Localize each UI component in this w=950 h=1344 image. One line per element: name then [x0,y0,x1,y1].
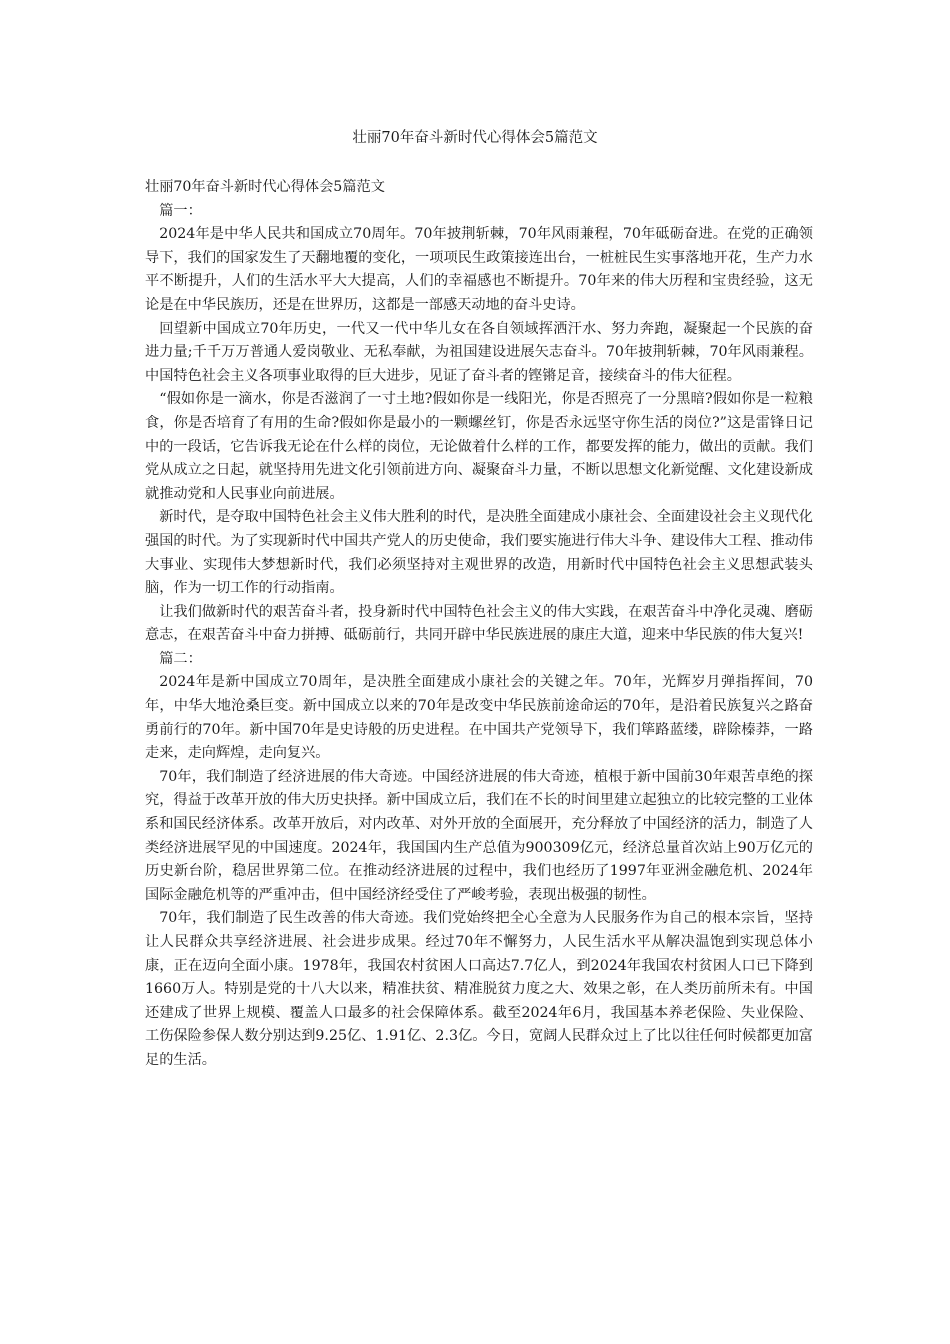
document-subtitle: 壮丽70年奋斗新时代心得体会5篇范文 [145,179,385,195]
section-heading: 篇一： [159,202,202,219]
paragraph: 回望新中国成立70年历史，一代又一代中华儿女在各自领域挥洒汗水、努力奔跑，凝聚起一个民族的奋进力量;千千万万普通人爱岗敬业、无私奉献，为祖国建设进展矢志奋斗。70年披荆斩棘，70年风雨兼程。中国特色社会主义各项事业取得的巨大进步，见证了奋斗者的铿锵足音，接续奋斗的伟大征程。 [145,320,813,384]
paragraph: 让我们做新时代的艰苦奋斗者，投身新时代中国特色社会主义的伟大实践，在艰苦奋斗中净化灵魂、磨砺意志，在艰苦奋斗中奋力拼搏、砥砺前行，共同开辟中华民族进展的康庄大道，迎来中华民族的伟大复兴! [145,603,813,644]
paragraph: 70年，我们制造了民生改善的伟大奇迹。我们党始终把全心全意为人民服务作为自己的根本宗旨，坚持让人民群众共享经济进展、社会进步成果。经过70年不懈努力，人民生活水平从解决温饱到实现总体小康，正在迈向全面小康。1978年，我国农村贫困人口高达7.7亿人，到2024年我国农村贫困人口已下降到1660万人。特别是党的十八大以来，精准扶贫、精准脱贫力度之大、效果之彰，在人类历前所未有。中国还建成了世界上规模、覆盖人口最多的社会保障体系。截至2024年6月，我国基本养老保险、失业保险、工伤保险参保人数分别达到9.25亿、1.91亿、2.3亿。今日，宽阔人民群众过上了比以往任何时候都更加富足的生活。 [145,910,813,1068]
paragraph: 新时代，是夺取中国特色社会主义伟大胜利的时代，是决胜全面建成小康社会、全面建设社会主义现代化强国的时代。为了实现新时代中国共产党人的历史使命，我们要实施进行伟大斗争、建设伟大工程、推动伟大事业、实现伟大梦想新时代，我们必须坚持对主观世界的改造，用新时代中国特色社会主义思想武装头脑，作为一切工作的行动指南。 [145,509,813,597]
document-title: 壮丽70年奋斗新时代心得体会5篇范文 [352,130,598,146]
paragraph: “假如你是一滴水，你是否滋润了一寸土地?假如你是一线阳光，你是否照亮了一分黑暗?假如你是一粒粮食，你是否培育了有用的生命?假如你是最小的一颗螺丝钉，你是否永远坚守你生活的岗位?”这是雷锋日记中的一段话，它告诉我无论在什么样的岗位，无论做着什么样的工作，都要发挥的能力，做出的贡献。我们党从成立之日起，就坚持用先进文化引领前进方向、凝聚奋斗力量，不断以思想文化新觉醒、文化建设新成就推动党和人民事业向前进展。 [145,391,813,502]
paragraph: 2024年是新中国成立70周年，是决胜全面建成小康社会的关键之年。70年，光辉岁月弹指挥间，70年，中华大地沧桑巨变。新中国成立以来的70年是改变中华民族前途命运的70年，是沿着民族复兴之路奋勇前行的70年。新中国70年是史诗般的历史进程。在中国共产党领导下，我们筚路蓝缕，辟除榛莽，一路走来，走向辉煌，走向复兴。 [145,674,813,762]
paragraph: 2024年是中华人民共和国成立70周年。70年披荆斩棘，70年风雨兼程，70年砥砺奋进。在党的正确领导下，我们的国家发生了天翻地覆的变化，一项项民生政策接连出台，一桩桩民生实事落地开花，生产力水平不断提升，人们的生活水平大大提高，人们的幸福感也不断提升。70年来的伟大历程和宝贵经验，这无论是在中华民族历，还是在世界历，这都是一部感天动地的奋斗史诗。 [145,226,813,313]
section-heading: 篇二： [159,650,202,667]
paragraph: 70年，我们制造了经济进展的伟大奇迹。中国经济进展的伟大奇迹，植根于新中国前30年艰苦卓绝的探究，得益于改革开放的伟大历史抉择。新中国成立后，我们在不长的时间里建立起独立的比较完整的工业体系和国民经济体系。改革开放后，对内改革、对外开放的全面展开，充分释放了中国经济的活力，制造了人类经济进展罕见的中国速度。2024年，我国国内生产总值为900309亿元，经济总量首次站上90万亿元的历史新台阶，稳居世界第二位。在推动经济进展的过程中，我们也经历了1997年亚洲金融危机、2024年国际金融危机等的严重冲击，但中国经济经受住了严峻考验，表现出极强的韧性。 [145,768,813,903]
document-body [145,176,813,1073]
